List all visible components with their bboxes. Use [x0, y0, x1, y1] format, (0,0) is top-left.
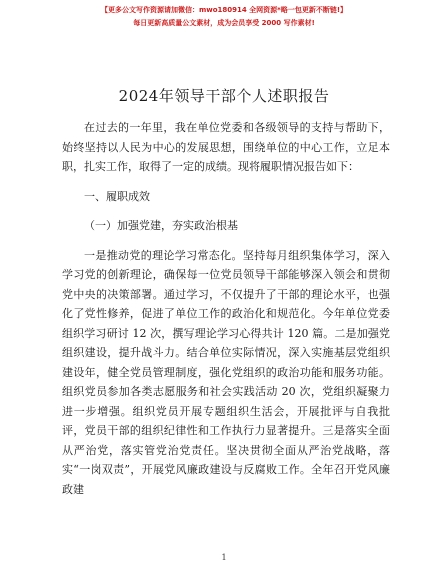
- header-banner: [0, 4, 448, 30]
- document-body: [62, 118, 390, 499]
- page-number: 1: [221, 553, 227, 562]
- banner-line-2: 每日更新高质量公文素材，成为会员享受 2000 写作素材!: [133, 19, 315, 27]
- subsection-heading: （一）加强党建，夯实政治根基: [84, 219, 238, 232]
- body-paragraph: 一是推动党的理论学习常态化。坚持每月组织集体学习，深入学习党的创新理论，确保每一位党员领导干部能够深入领会和贯彻党中央的决策部署。通过学习，不仅提升了干部的理论水平，也强化了党性修养，促进了单位工作的政治化和规范化。今年单位党委组织学习研讨 12 次，撰写理论学习心得共计 120 篇。二是加强党组织建设，提升战斗力。结合单位实际情况，深入实施基层党组织建设年，健全党员管理制度，强化党组织的政治功能和服务功能。组织党员参加各类志愿服务和社会实践活动 20 次，党组织凝聚力进一步增强。组织党员开展专题组织生活会，开展批评与自我批评，党员干部的组织纪律性和工作执行力显著提升。三是落实全面从严治党，落实管党治党责任。坚决贯彻全面从严治党战略，落实“一岗双责”，开展党风廉政建设与反腐败工作。全年召开党风廉政建: [62, 248, 390, 496]
- section-heading: 一、履职成效: [84, 189, 150, 203]
- intro-paragraph: 在过去的一年里，我在单位党委和各级领导的支持与帮助下，始终坚持以人民为中心的发展思想，围绕单位的中心工作，立足本职，扎实工作，取得了一定的成绩。现将履职情况报告如下：: [62, 121, 390, 173]
- document-title: 2024年领导干部个人述职报告: [118, 87, 330, 105]
- banner-line-1: 【更多公文写作资源请加微信：mwo180914 全网资源*略一包更新不断链!】: [100, 6, 348, 14]
